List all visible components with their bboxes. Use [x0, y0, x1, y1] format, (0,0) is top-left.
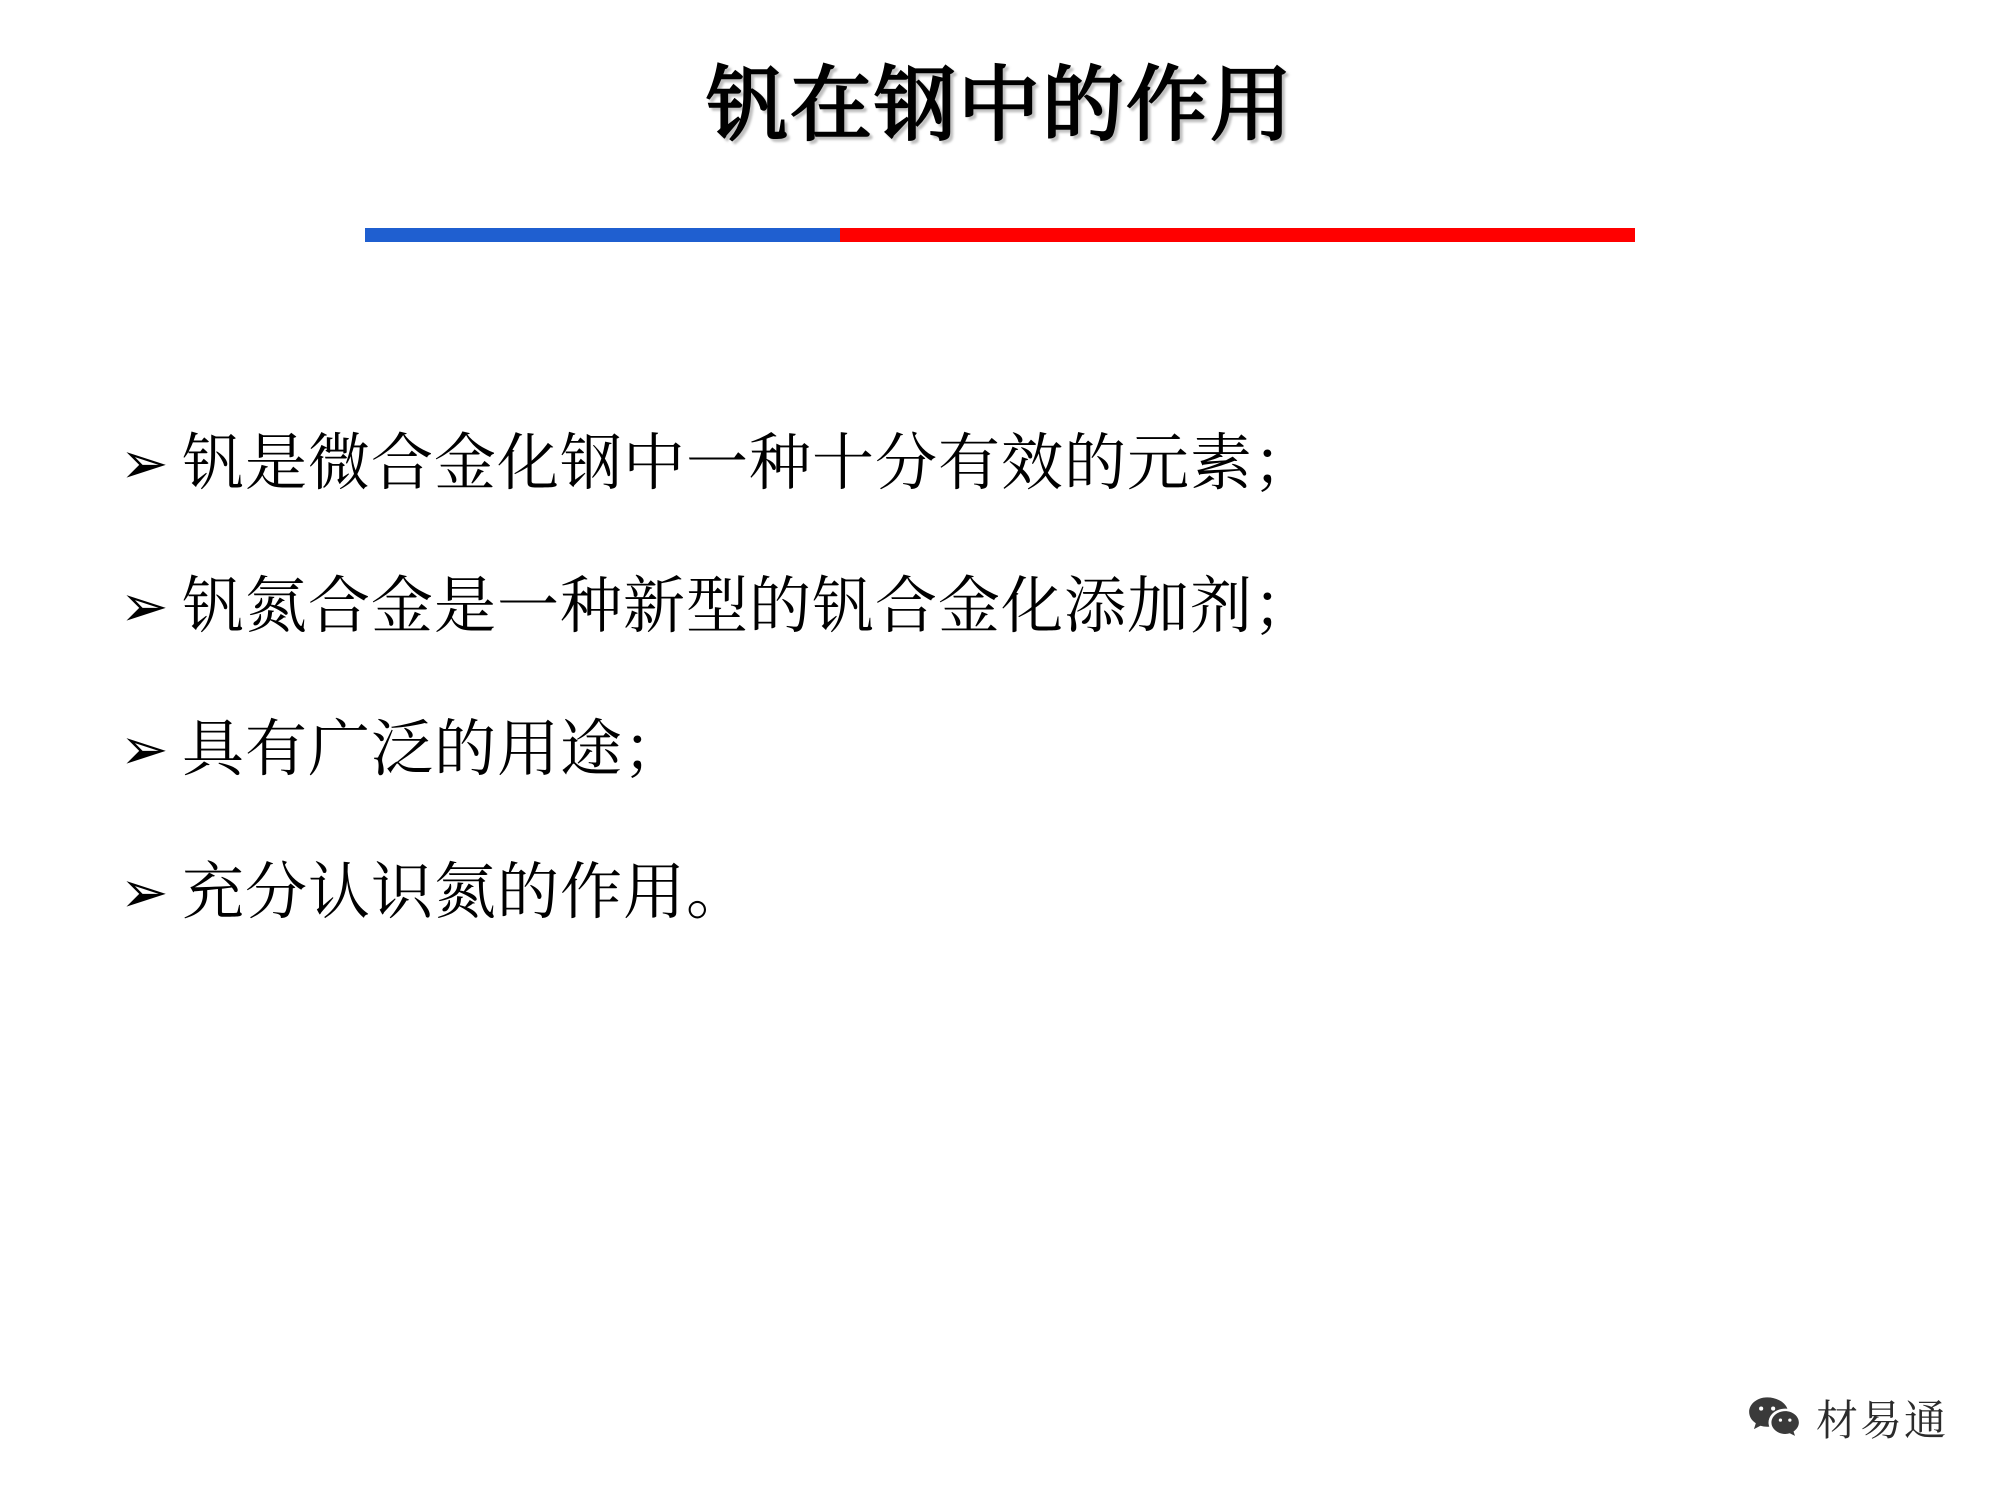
list-item [120, 569, 1870, 643]
watermark [1746, 1388, 1948, 1448]
arrow-bullet-icon: ➢ [120, 572, 169, 641]
list-item-label: 充分认识氮的作用。 [182, 855, 750, 929]
title-block [0, 57, 2000, 153]
wechat-icon [1746, 1394, 1802, 1442]
arrow-bullet-icon: ➢ [120, 715, 169, 784]
title-divider [365, 228, 1635, 242]
list-item [120, 426, 1870, 499]
list-item [120, 712, 1870, 786]
watermark-label: 材易通 [1815, 1396, 1948, 1445]
bullet-list [120, 426, 1870, 1002]
page-title: 钒在钢中的作用 [705, 57, 1294, 153]
list-item-label: 钒是微合金化钢中一种十分有效的元素； [182, 426, 1317, 499]
divider-bar-blue [365, 228, 840, 242]
arrow-bullet-icon: ➢ [120, 858, 169, 927]
list-item-label: 钒氮合金是一种新型的钒合金化添加剂； [182, 569, 1317, 643]
list-item-label: 具有广泛的用途； [182, 712, 687, 786]
arrow-bullet-icon: ➢ [120, 429, 169, 497]
divider-bar-red [840, 228, 1635, 242]
list-item [120, 855, 1870, 929]
